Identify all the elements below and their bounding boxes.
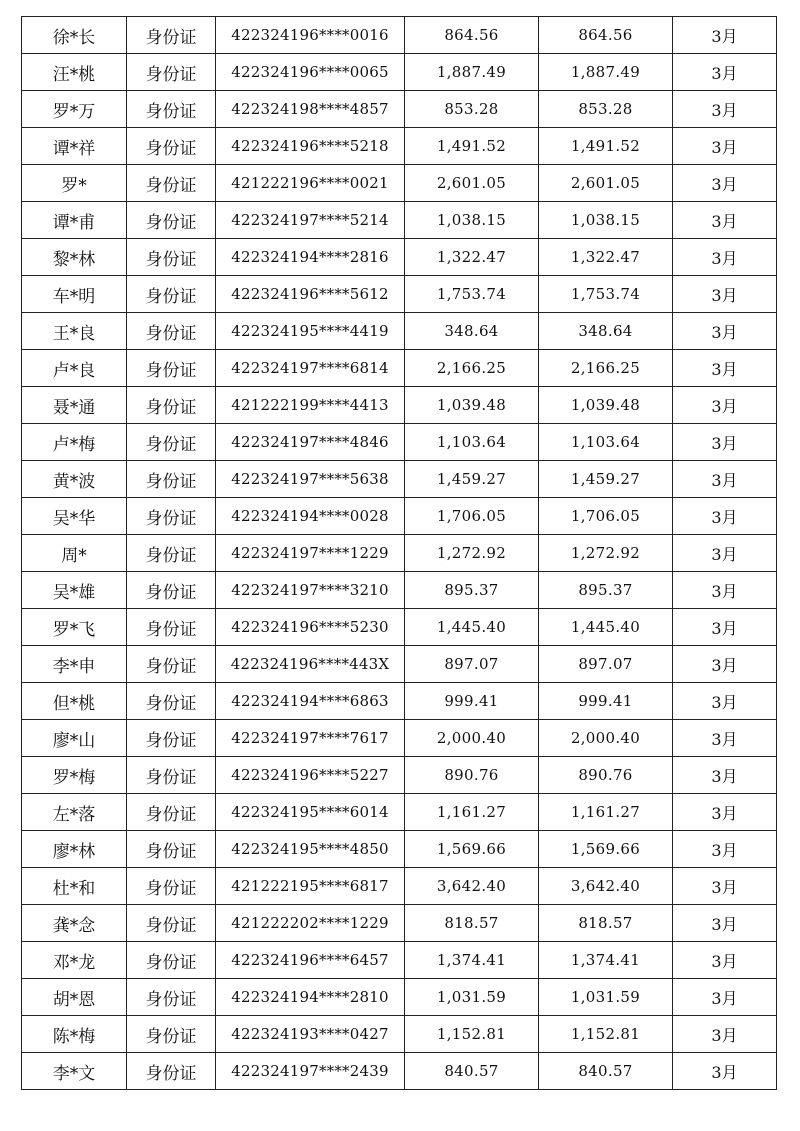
- id-type-cell: 身份证: [127, 387, 216, 424]
- amount-cell: 1,569.66: [405, 831, 539, 868]
- name-cell: 廖*林: [22, 831, 127, 868]
- table-row: [22, 424, 777, 461]
- id-number-cell: 422324195****6014: [216, 794, 405, 831]
- month-cell: 3月: [673, 498, 777, 535]
- paid-amount-cell: 2,601.05: [539, 165, 673, 202]
- table-row: [22, 128, 777, 165]
- month-cell: 3月: [673, 609, 777, 646]
- name-cell: 罗*梅: [22, 757, 127, 794]
- table-row: [22, 794, 777, 831]
- table-row: [22, 1016, 777, 1053]
- id-type-cell: 身份证: [127, 868, 216, 905]
- name-cell: 车*明: [22, 276, 127, 313]
- id-number-cell: 422324198****4857: [216, 91, 405, 128]
- paid-amount-cell: 897.07: [539, 646, 673, 683]
- paid-amount-cell: 999.41: [539, 683, 673, 720]
- table-body: [22, 17, 777, 1090]
- name-cell: 吴*雄: [22, 572, 127, 609]
- id-number-cell: 422324197****2439: [216, 1053, 405, 1090]
- id-number-cell: 422324193****0427: [216, 1016, 405, 1053]
- id-number-cell: 421222195****6817: [216, 868, 405, 905]
- month-cell: 3月: [673, 387, 777, 424]
- id-number-cell: 422324195****4419: [216, 313, 405, 350]
- name-cell: 陈*梅: [22, 1016, 127, 1053]
- amount-cell: 840.57: [405, 1053, 539, 1090]
- month-cell: 3月: [673, 942, 777, 979]
- id-type-cell: 身份证: [127, 128, 216, 165]
- id-type-cell: 身份证: [127, 17, 216, 54]
- month-cell: 3月: [673, 683, 777, 720]
- id-type-cell: 身份证: [127, 720, 216, 757]
- table-row: [22, 165, 777, 202]
- table-row: [22, 202, 777, 239]
- month-cell: 3月: [673, 461, 777, 498]
- month-cell: 3月: [673, 1016, 777, 1053]
- amount-cell: 2,000.40: [405, 720, 539, 757]
- paid-amount-cell: 1,706.05: [539, 498, 673, 535]
- id-number-cell: 422324196****5230: [216, 609, 405, 646]
- id-type-cell: 身份证: [127, 498, 216, 535]
- amount-cell: 2,166.25: [405, 350, 539, 387]
- month-cell: 3月: [673, 720, 777, 757]
- paid-amount-cell: 3,642.40: [539, 868, 673, 905]
- id-type-cell: 身份证: [127, 54, 216, 91]
- id-type-cell: 身份证: [127, 979, 216, 1016]
- month-cell: 3月: [673, 831, 777, 868]
- id-type-cell: 身份证: [127, 239, 216, 276]
- id-number-cell: 422324197****1229: [216, 535, 405, 572]
- amount-cell: 890.76: [405, 757, 539, 794]
- id-type-cell: 身份证: [127, 831, 216, 868]
- name-cell: 卢*梅: [22, 424, 127, 461]
- table-row: [22, 609, 777, 646]
- month-cell: 3月: [673, 165, 777, 202]
- table-row: [22, 239, 777, 276]
- paid-amount-cell: 1,887.49: [539, 54, 673, 91]
- id-type-cell: 身份证: [127, 202, 216, 239]
- table-row: [22, 91, 777, 128]
- table-row: [22, 387, 777, 424]
- amount-cell: 897.07: [405, 646, 539, 683]
- id-number-cell: 422324194****6863: [216, 683, 405, 720]
- month-cell: 3月: [673, 128, 777, 165]
- id-type-cell: 身份证: [127, 905, 216, 942]
- id-number-cell: 422324197****6814: [216, 350, 405, 387]
- paid-amount-cell: 1,039.48: [539, 387, 673, 424]
- month-cell: 3月: [673, 91, 777, 128]
- name-cell: 但*桃: [22, 683, 127, 720]
- id-type-cell: 身份证: [127, 91, 216, 128]
- paid-amount-cell: 1,322.47: [539, 239, 673, 276]
- name-cell: 杜*和: [22, 868, 127, 905]
- paid-amount-cell: 1,103.64: [539, 424, 673, 461]
- table-row: [22, 461, 777, 498]
- name-cell: 徐*长: [22, 17, 127, 54]
- month-cell: 3月: [673, 202, 777, 239]
- id-number-cell: 422324196****443X: [216, 646, 405, 683]
- id-number-cell: 422324194****0028: [216, 498, 405, 535]
- amount-cell: 1,038.15: [405, 202, 539, 239]
- id-number-cell: 422324197****4846: [216, 424, 405, 461]
- amount-cell: 853.28: [405, 91, 539, 128]
- amount-cell: 818.57: [405, 905, 539, 942]
- table-row: [22, 868, 777, 905]
- month-cell: 3月: [673, 868, 777, 905]
- table-row: [22, 831, 777, 868]
- paid-amount-cell: 1,152.81: [539, 1016, 673, 1053]
- id-number-cell: 422324195****4850: [216, 831, 405, 868]
- amount-cell: 1,491.52: [405, 128, 539, 165]
- id-type-cell: 身份证: [127, 609, 216, 646]
- table-row: [22, 979, 777, 1016]
- paid-amount-cell: 1,753.74: [539, 276, 673, 313]
- id-type-cell: 身份证: [127, 165, 216, 202]
- month-cell: 3月: [673, 313, 777, 350]
- table-row: [22, 757, 777, 794]
- name-cell: 罗*飞: [22, 609, 127, 646]
- month-cell: 3月: [673, 572, 777, 609]
- id-number-cell: 422324197****5638: [216, 461, 405, 498]
- id-number-cell: 422324197****5214: [216, 202, 405, 239]
- amount-cell: 1,753.74: [405, 276, 539, 313]
- month-cell: 3月: [673, 276, 777, 313]
- id-type-cell: 身份证: [127, 461, 216, 498]
- paid-amount-cell: 864.56: [539, 17, 673, 54]
- table-row: [22, 683, 777, 720]
- id-type-cell: 身份证: [127, 942, 216, 979]
- name-cell: 谭*祥: [22, 128, 127, 165]
- name-cell: 左*落: [22, 794, 127, 831]
- id-type-cell: 身份证: [127, 1053, 216, 1090]
- table-row: [22, 646, 777, 683]
- amount-cell: 3,642.40: [405, 868, 539, 905]
- name-cell: 卢*良: [22, 350, 127, 387]
- name-cell: 龚*念: [22, 905, 127, 942]
- paid-amount-cell: 890.76: [539, 757, 673, 794]
- name-cell: 罗*万: [22, 91, 127, 128]
- paid-amount-cell: 1,459.27: [539, 461, 673, 498]
- name-cell: 胡*恩: [22, 979, 127, 1016]
- paid-amount-cell: 1,272.92: [539, 535, 673, 572]
- paid-amount-cell: 818.57: [539, 905, 673, 942]
- id-type-cell: 身份证: [127, 276, 216, 313]
- month-cell: 3月: [673, 54, 777, 91]
- table-row: [22, 535, 777, 572]
- table-row: [22, 572, 777, 609]
- month-cell: 3月: [673, 979, 777, 1016]
- id-type-cell: 身份证: [127, 572, 216, 609]
- id-type-cell: 身份证: [127, 313, 216, 350]
- month-cell: 3月: [673, 17, 777, 54]
- table-row: [22, 276, 777, 313]
- month-cell: 3月: [673, 535, 777, 572]
- paid-amount-cell: 840.57: [539, 1053, 673, 1090]
- paid-amount-cell: 895.37: [539, 572, 673, 609]
- amount-cell: 1,445.40: [405, 609, 539, 646]
- name-cell: 汪*桃: [22, 54, 127, 91]
- id-type-cell: 身份证: [127, 535, 216, 572]
- id-number-cell: 422324196****5227: [216, 757, 405, 794]
- id-type-cell: 身份证: [127, 350, 216, 387]
- id-type-cell: 身份证: [127, 1016, 216, 1053]
- amount-cell: 999.41: [405, 683, 539, 720]
- month-cell: 3月: [673, 350, 777, 387]
- table-row: [22, 350, 777, 387]
- amount-cell: 1,272.92: [405, 535, 539, 572]
- amount-cell: 348.64: [405, 313, 539, 350]
- name-cell: 周*: [22, 535, 127, 572]
- table-row: [22, 905, 777, 942]
- month-cell: 3月: [673, 424, 777, 461]
- paid-amount-cell: 1,569.66: [539, 831, 673, 868]
- month-cell: 3月: [673, 1053, 777, 1090]
- amount-cell: 1,039.48: [405, 387, 539, 424]
- paid-amount-cell: 853.28: [539, 91, 673, 128]
- table-row: [22, 17, 777, 54]
- month-cell: 3月: [673, 757, 777, 794]
- paid-amount-cell: 2,166.25: [539, 350, 673, 387]
- month-cell: 3月: [673, 646, 777, 683]
- paid-amount-cell: 1,038.15: [539, 202, 673, 239]
- name-cell: 黄*波: [22, 461, 127, 498]
- amount-cell: 1,374.41: [405, 942, 539, 979]
- id-type-cell: 身份证: [127, 794, 216, 831]
- name-cell: 聂*通: [22, 387, 127, 424]
- id-number-cell: 422324196****5218: [216, 128, 405, 165]
- id-number-cell: 422324196****6457: [216, 942, 405, 979]
- id-type-cell: 身份证: [127, 683, 216, 720]
- paid-amount-cell: 1,161.27: [539, 794, 673, 831]
- paid-amount-cell: 348.64: [539, 313, 673, 350]
- table-row: [22, 1053, 777, 1090]
- amount-cell: 2,601.05: [405, 165, 539, 202]
- id-type-cell: 身份证: [127, 646, 216, 683]
- table-row: [22, 313, 777, 350]
- id-number-cell: 422324197****3210: [216, 572, 405, 609]
- name-cell: 吴*华: [22, 498, 127, 535]
- amount-cell: 895.37: [405, 572, 539, 609]
- table-row: [22, 54, 777, 91]
- amount-cell: 1,031.59: [405, 979, 539, 1016]
- id-number-cell: 422324194****2810: [216, 979, 405, 1016]
- table-row: [22, 942, 777, 979]
- name-cell: 李*申: [22, 646, 127, 683]
- name-cell: 罗*: [22, 165, 127, 202]
- id-number-cell: 421222196****0021: [216, 165, 405, 202]
- amount-cell: 1,706.05: [405, 498, 539, 535]
- id-number-cell: 422324196****5612: [216, 276, 405, 313]
- paid-amount-cell: 1,031.59: [539, 979, 673, 1016]
- id-number-cell: 421222202****1229: [216, 905, 405, 942]
- amount-cell: 1,103.64: [405, 424, 539, 461]
- id-number-cell: 422324196****0016: [216, 17, 405, 54]
- table-row: [22, 720, 777, 757]
- id-type-cell: 身份证: [127, 757, 216, 794]
- month-cell: 3月: [673, 905, 777, 942]
- id-number-cell: 422324194****2816: [216, 239, 405, 276]
- amount-cell: 1,887.49: [405, 54, 539, 91]
- id-number-cell: 422324196****0065: [216, 54, 405, 91]
- name-cell: 黎*林: [22, 239, 127, 276]
- paid-amount-cell: 1,491.52: [539, 128, 673, 165]
- name-cell: 谭*甫: [22, 202, 127, 239]
- id-number-cell: 421222199****4413: [216, 387, 405, 424]
- amount-cell: 1,161.27: [405, 794, 539, 831]
- paid-amount-cell: 1,445.40: [539, 609, 673, 646]
- table-row: [22, 498, 777, 535]
- amount-cell: 1,322.47: [405, 239, 539, 276]
- name-cell: 李*文: [22, 1053, 127, 1090]
- month-cell: 3月: [673, 794, 777, 831]
- amount-cell: 1,459.27: [405, 461, 539, 498]
- amount-cell: 864.56: [405, 17, 539, 54]
- document-sheet: [21, 16, 776, 1090]
- amount-cell: 1,152.81: [405, 1016, 539, 1053]
- payment-table: [21, 16, 777, 1090]
- id-type-cell: 身份证: [127, 424, 216, 461]
- name-cell: 廖*山: [22, 720, 127, 757]
- month-cell: 3月: [673, 239, 777, 276]
- id-number-cell: 422324197****7617: [216, 720, 405, 757]
- paid-amount-cell: 1,374.41: [539, 942, 673, 979]
- paid-amount-cell: 2,000.40: [539, 720, 673, 757]
- name-cell: 王*良: [22, 313, 127, 350]
- name-cell: 邓*龙: [22, 942, 127, 979]
